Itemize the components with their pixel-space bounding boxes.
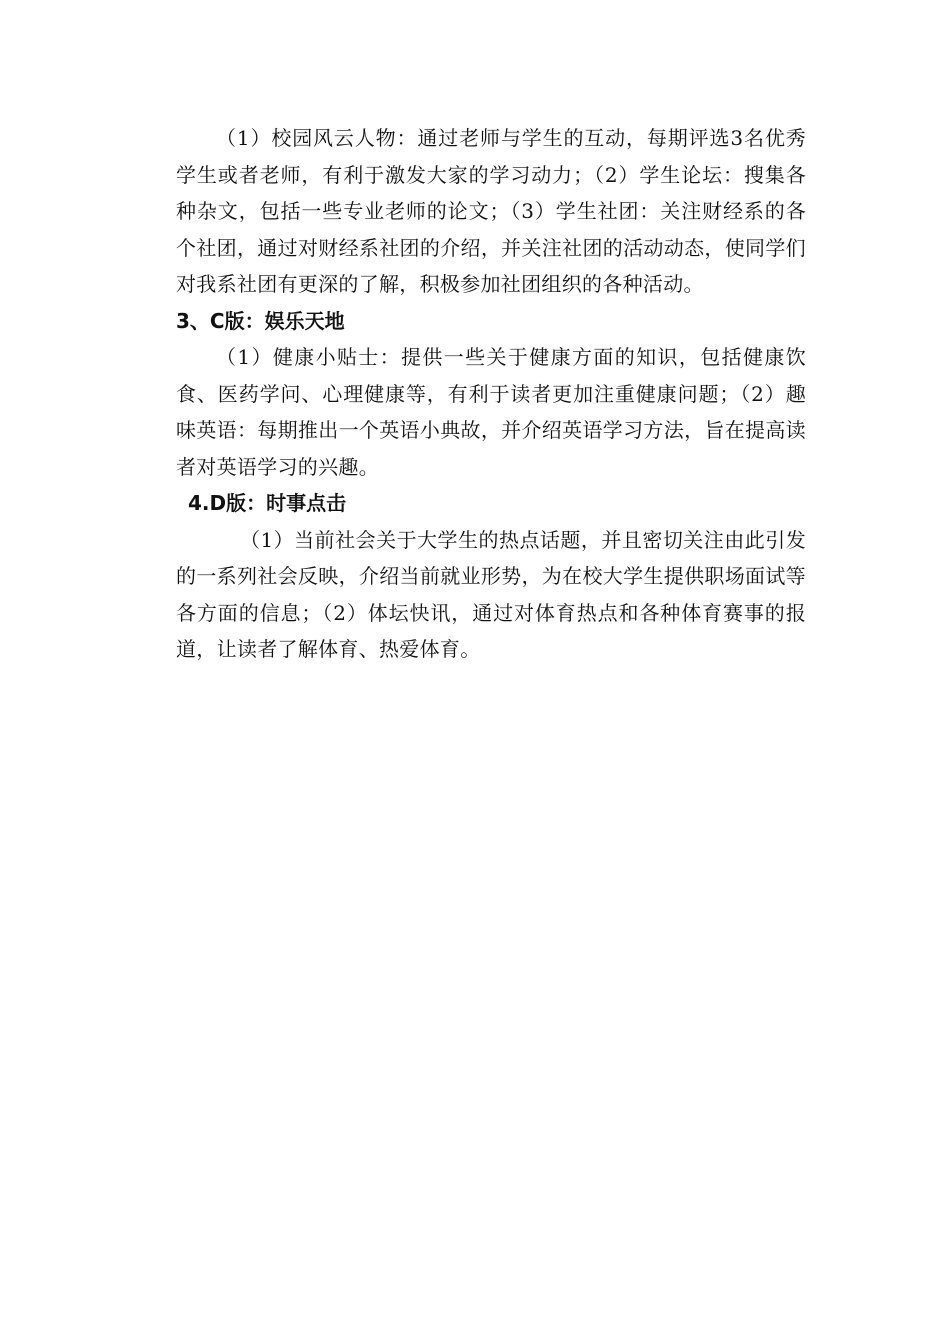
section-d-heading: 4.D版：时事点击: [188, 491, 347, 515]
section-b-paragraph: （1）校园风云人物：通过老师与学生的互动，每期评选3名优秀学生或者老师，有利于激发大家的学习动力；（2）学生论坛：搜集各种杂文，包括一些专业老师的论文；（3）学生社团：关注财经系的各个社团，通过对财经系社团的介绍，并关注社团的活动动态，使同学们对我系社团有更深的了解，积极参加社团组织的各种活动。: [176, 126, 806, 296]
section-d-paragraph: （1）当前社会关于大学生的热点话题，并且密切关注由此引发的一系列社会反映，介绍当前就业形势，为在校大学生提供职场面试等各方面的信息；（2）体坛快讯，通过对体育热点和各种体育赛事的报道，让读者了解体育、热爱体育。: [176, 527, 806, 661]
section-c-heading: 3、C版：娱乐天地: [176, 308, 345, 333]
document-body: [176, 120, 806, 668]
section-c-paragraph: （1）健康小贴士：提供一些关于健康方面的知识，包括健康饮食、医药学问、心理健康等，有利于读者更加注重健康问题；（2）趣味英语：每期推出一个英语小典故，并介绍英语学习方法，旨在提高读者对英语学习的兴趣。: [176, 345, 806, 479]
